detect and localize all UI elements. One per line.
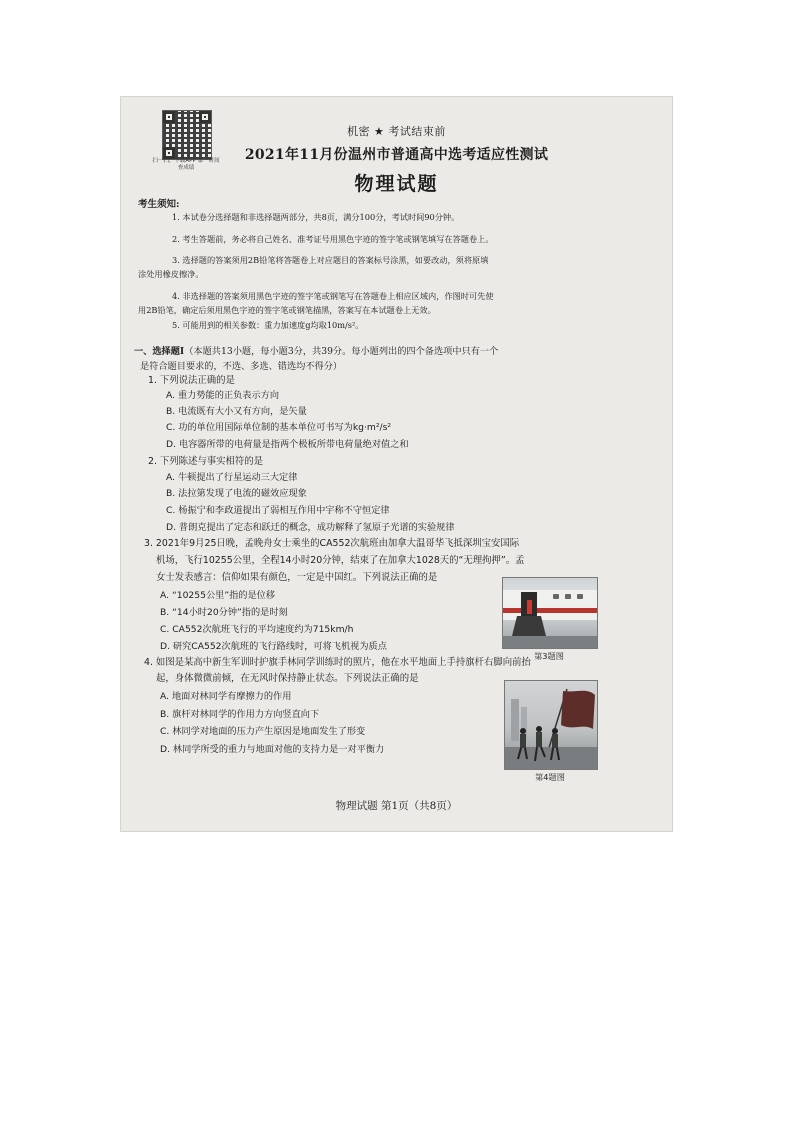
question-2-option-b: B. 法拉第发现了电流的磁效应现象 — [166, 488, 307, 499]
exam-paper-sheet — [120, 96, 673, 832]
question-3-option-b: B. “14小时20分钟”指的是时刻 — [160, 607, 288, 618]
question-4-option-c: C. 林同学对地面的压力产生原因是地面发生了形变 — [160, 726, 366, 737]
exam-title: 2021年11月份温州市普通高中选考适应性测试 — [244, 147, 549, 163]
page-footer: 物理试题 第1页（共8页） — [335, 800, 458, 812]
section-header — [134, 344, 664, 374]
section-desc-2: 是符合题目要求的，不选、多选、错选均不得分） — [140, 361, 343, 372]
notice-text: 用2B铅笔，确定后须用黑色字迹的签字笔或钢笔描黑，答案写在本试题卷上无效。 — [138, 305, 436, 315]
section-desc-1: （本题共13小题，每小题3分，共39分。每小题列出的四个备选项中只有一个 — [184, 346, 499, 357]
flag-bearer-photo-drawing — [505, 681, 597, 769]
question-2-option-d: D. 普朗克提出了定态和跃迁的概念，成功解释了氢原子光谱的实验规律 — [166, 522, 455, 533]
notice-text: 涂处用橡皮擦净。 — [138, 269, 204, 279]
question-1-option-b: B. 电流既有大小又有方向，是矢量 — [166, 406, 307, 417]
notice-item — [138, 267, 658, 281]
airplane-photo-drawing — [503, 578, 597, 648]
flag-bearer-photo — [504, 680, 598, 770]
figure-4-caption: 第4题图 — [535, 772, 565, 782]
question-1-option-d: D. 电容器所带的电荷量是指两个极板所带电荷量绝对值之和 — [166, 439, 409, 450]
confidential-mark: 机密 ★ 考试结束前 — [347, 125, 446, 138]
airplane-photo — [502, 577, 598, 649]
question-4-option-b: B. 旗杆对林同学的作用力方向竖直向下 — [160, 709, 320, 720]
question-1-option-a: A. 重力势能的正负表示方向 — [166, 390, 280, 401]
question-3-stem-line: 3. 2021年9月25日晚，孟晚舟女士乘坐的CA552次航班由加拿大温哥华飞抵深圳宝安国际 — [144, 538, 520, 549]
notice-text: 2. 考生答题前，务必将自己姓名、准考证号用黑色字迹的签字笔或钢笔填写在答题卷上。 — [172, 234, 494, 244]
subject-title: 物理试题 — [354, 173, 439, 195]
notice-item — [138, 303, 658, 317]
question-1-stem: 1. 下列说法正确的是 — [148, 375, 235, 386]
question-3-option-a: A. “10255公里”指的是位移 — [160, 590, 276, 601]
question-2-option-c: C. 杨振宁和李政道提出了弱相互作用中宇称不守恒定律 — [166, 505, 390, 516]
question-4-option-a: A. 地面对林同学有摩擦力的作用 — [160, 691, 292, 702]
question-4-option-d: D. 林同学所受的重力与地面对他的支持力是一对平衡力 — [160, 744, 385, 755]
figure-3-caption: 第3题图 — [534, 651, 564, 661]
notice-text: 5. 可能用到的相关参数：重力加速度g均取10m/s²。 — [172, 320, 364, 330]
notice-item — [138, 289, 658, 303]
qr-finder-top-left — [163, 111, 175, 123]
notice-heading: 考生须知: — [138, 199, 180, 210]
notice-item — [138, 232, 658, 246]
question-1-option-c: C. 功的单位用国际单位制的基本单位可书写为kg·m²/s² — [166, 422, 392, 433]
question-4-stem-line: 4. 如图是某高中新生军训时护旗手林同学训练时的照片，他在水平地面上手持旗杆右脚向前抬 — [144, 657, 531, 668]
question-3-stem-line: 机场，飞行10255公里，全程14小时20分钟，结束了在加拿大1028天的“无理拘押”。孟 — [156, 555, 525, 566]
question-4-stem-line: 起，身体微微前倾，在无风时保持静止状态。下列说法正确的是 — [156, 673, 419, 684]
question-2-stem: 2. 下列陈述与事实相符的是 — [148, 456, 264, 467]
section-title: 一、选择题Ⅰ — [134, 346, 185, 357]
notice-text: 1. 本试卷分选择题和非选择题两部分，共8页，满分100分，考试时间90分钟。 — [172, 212, 460, 222]
question-2-option-a: A. 牛顿提出了行星运动三大定律 — [166, 472, 298, 483]
notice-item — [138, 210, 658, 224]
question-3-option-d: D. 研究CA552次航班的飞行路线时，可将飞机视为质点 — [160, 641, 387, 652]
question-3-option-c: C. CA552次航班飞行的平均速度约为715km/h — [160, 624, 354, 635]
notice-item — [138, 253, 658, 267]
notice-text: 4. 非选择题的答案须用黑色字迹的签字笔或钢笔写在答题卷上相应区域内，作图时可先使 — [172, 291, 494, 301]
question-3-stem-line: 女士发表感言：信仰如果有颜色，一定是中国红。下列说法正确的是 — [156, 572, 438, 583]
qr-finder-top-right — [199, 111, 211, 123]
notice-item — [138, 318, 658, 332]
notice-text: 3. 选择题的答案须用2B铅笔将答题卷上对应题目的答案标号涂黑，如要改动，须将原填 — [172, 255, 489, 265]
qr-caption: 扫一扫，下载APP 第一时间查成绩 — [152, 158, 220, 171]
